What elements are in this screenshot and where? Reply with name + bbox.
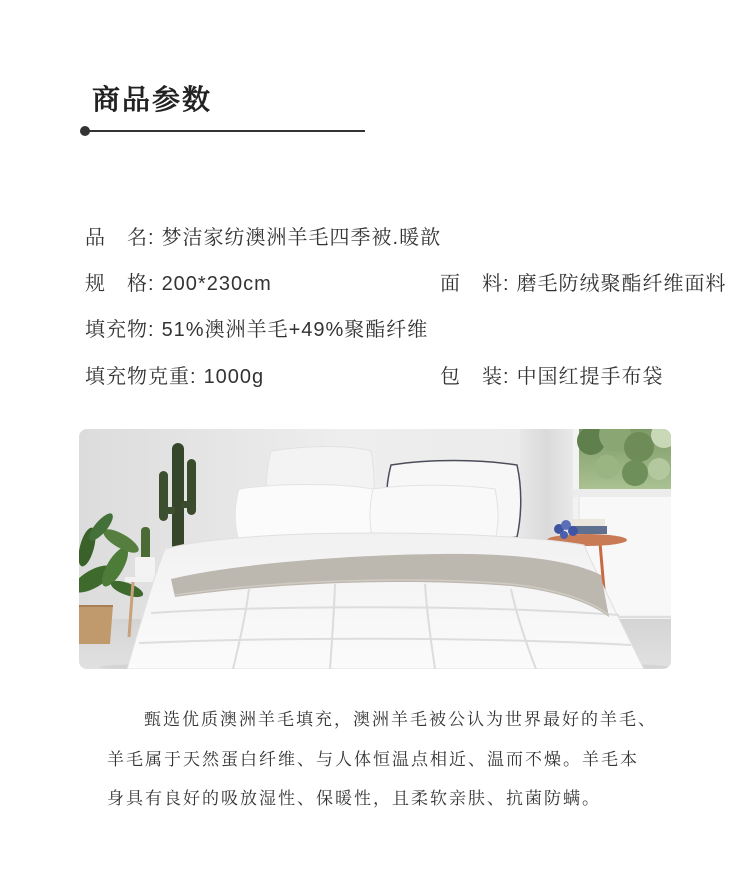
description-line: 甄选优质澳洲羊毛填充，澳洲羊毛被公认为世界最好的羊毛、 <box>144 710 657 729</box>
description-line: 羊毛属于天然蛋白纤维、与人体恒温点相近、温而不燥。羊毛本 <box>107 749 639 769</box>
spec-product-name <box>85 226 441 250</box>
spec-fabric <box>440 272 727 296</box>
spec-size <box>85 272 272 296</box>
section-title: 商品参数 <box>92 84 213 115</box>
spec-value: 1000g <box>203 366 265 388</box>
product-description <box>107 700 657 819</box>
spec-label: 包 装: <box>440 366 510 388</box>
spec-value: 200*230cm <box>161 273 272 295</box>
title-divider <box>85 130 365 132</box>
spec-label: 品 名: <box>85 227 155 249</box>
description-line: 身具有良好的吸放湿性、保暖性，且柔软亲肤、抗菌防螨。 <box>107 789 601 808</box>
spec-label: 填充物: <box>85 319 155 341</box>
spec-value: 51%澳洲羊毛+49%聚酯纤维 <box>161 319 429 341</box>
product-photo <box>79 429 671 669</box>
spec-label: 面 料: <box>440 273 510 295</box>
spec-packaging <box>440 365 664 389</box>
duvet <box>127 533 644 669</box>
spec-label: 规 格: <box>85 273 155 295</box>
title-divider-dot <box>80 126 90 136</box>
spec-filling-weight <box>85 365 264 389</box>
spec-value: 中国红提手布袋 <box>516 366 664 388</box>
spec-label: 填充物克重: <box>85 366 197 388</box>
spec-value: 磨毛防绒聚酯纤维面料 <box>516 273 727 295</box>
product-photo-illustration <box>79 429 671 669</box>
spec-value: 梦洁家纺澳洲羊毛四季被.暖歆 <box>161 227 442 249</box>
spec-filling <box>85 318 428 342</box>
